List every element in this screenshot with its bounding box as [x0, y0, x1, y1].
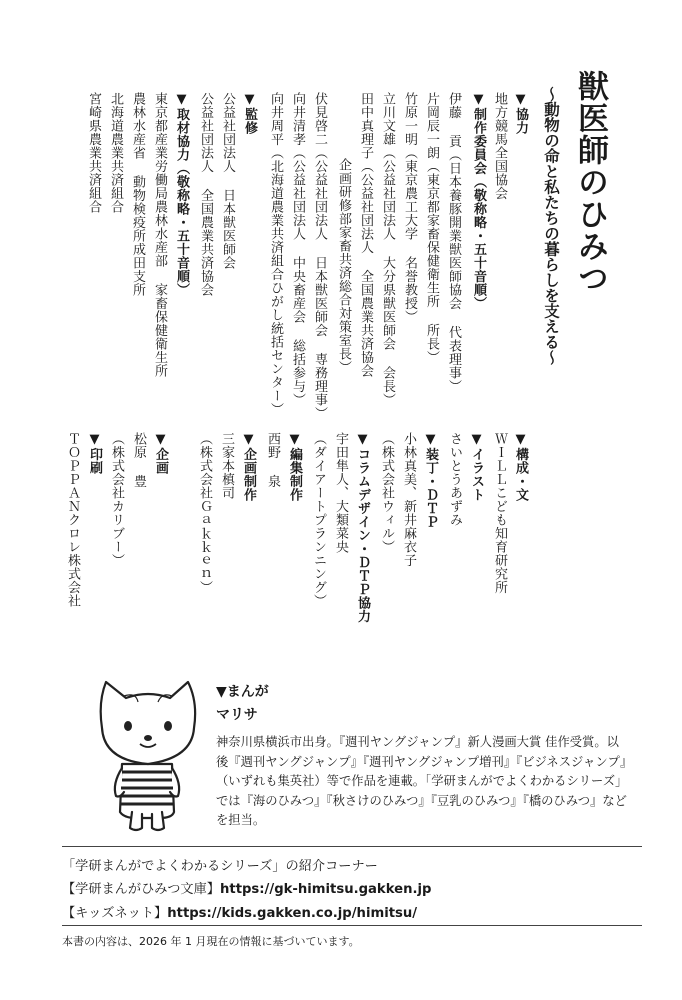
series-intro-text: 「学研まんがでよくわかるシリーズ」の紹介コーナー — [62, 859, 378, 874]
credit-heading: ▼装丁・ＤＴＰ — [423, 432, 438, 529]
credit-heading: ▼監修 — [242, 92, 257, 135]
credit-line: 農林水産省 動物検疫所成田支所 — [130, 92, 145, 297]
credit-heading: ▼制作委員会（敬称略・五十音順） — [471, 92, 486, 310]
divider-top — [62, 846, 642, 847]
credit-line: 宮崎県農業共済組合 — [86, 92, 101, 214]
credit-line: さいとうあずみ — [447, 432, 462, 527]
credit-line: 公益社団法人 日本獣医師会 — [220, 92, 235, 270]
credit-line: 竹原一明（東京農工大学 名誉教授） — [402, 92, 417, 324]
credit-line: 松原 豊 — [131, 432, 146, 488]
credit-line: 向井周平（北海道農業共済組合ひがし統括センター） — [268, 92, 283, 416]
credit-line: 小林真美、新井麻衣子 — [401, 432, 416, 567]
bunko-url-link[interactable]: https://gk-himitsu.gakken.jp — [220, 882, 432, 897]
credit-line: 伏見啓二（公益社団法人 日本獣医師会 専務理事） — [312, 92, 327, 420]
manga-author-name: マリサ — [216, 707, 258, 723]
credit-line: （株式会社カリブー） — [109, 432, 124, 567]
credit-line: 地方競馬全国協会 — [492, 92, 507, 200]
credit-line: 向井清孝（公益社団法人 中央畜産会 総括参与） — [290, 92, 305, 407]
footnote: 本書の内容は、2026 年 1 月現在の情報に基づいています。 — [62, 935, 360, 948]
credit-line: 立川文雄（公益社団法人 大分県獣医師会 会長） — [380, 92, 395, 407]
book-subtitle: ～動物の命と私たちの暮らしを支える～ — [542, 86, 560, 365]
manga-heading: ▼まんが — [216, 684, 269, 700]
bunko-label: 【学研まんがひみつ文庫】 — [62, 882, 220, 897]
credit-line: 田中真理子（公益社団法人 全国農業共済協会 — [358, 92, 373, 378]
bunko-link-row — [62, 878, 431, 897]
credit-heading: ▼構成・文 — [513, 432, 528, 502]
book-title: 獣医師のひみつ — [572, 70, 608, 294]
credit-line: （株式会社ウィル） — [379, 432, 394, 554]
credit-line: 片岡辰一朗（東京都家畜保健衛生所 所長） — [424, 92, 439, 364]
credit-line: （株式会社Ｇａｋｋｅｎ） — [197, 432, 212, 594]
credit-line: 宇田隼人、大類菜央 — [333, 432, 348, 554]
credit-heading: ▼企画 — [153, 432, 168, 475]
credit-heading: ▼編集制作 — [287, 432, 302, 502]
divider-bottom — [62, 925, 642, 926]
credit-line: 西野 泉 — [265, 432, 280, 488]
credit-line: 北海道農業共済組合 — [108, 92, 123, 214]
credit-heading: ▼コラムデザイン・ＤＴＰ協力 — [355, 432, 370, 623]
kids-link-row — [62, 902, 417, 921]
credit-line: ＴＯＰＰＡＮクロレ株式会社 — [65, 432, 80, 608]
credit-line: ＷＩＬＬこども知育研究所 — [492, 432, 507, 594]
kids-url-link[interactable]: https://kids.gakken.co.jp/himitsu/ — [167, 906, 418, 921]
credit-heading: ▼印刷 — [87, 432, 102, 475]
kids-label: 【キッズネット】 — [62, 906, 168, 921]
cat-illustration — [84, 672, 212, 832]
credit-line: 伊藤 貢（日本養豚開業獣医師協会 代表理事） — [446, 92, 461, 393]
credit-line: 東京都産業労働局農林水産部 家畜保健衛生所 — [152, 92, 167, 378]
credit-line: 企画研修部家畜共済総合対策室長） — [336, 158, 351, 374]
credit-heading: ▼取材協力（敬称略・五十音順） — [174, 92, 189, 297]
credit-heading: ▼協力 — [513, 92, 528, 135]
credit-line: 公益社団法人 全国農業共済協会 — [198, 92, 213, 297]
credit-heading: ▼イラスト — [469, 432, 484, 502]
manga-author-bio: 神奈川県横浜市出身。『週刊ヤングジャンプ』新人漫画大賞 佳作受賞。以後『週刊ヤングジャンプ』『週刊ヤングジャンプ増刊』『ビジネスジャンプ』（いずれも集英社）等で作品を連載。「学研まんがでよくわかるシリーズ」では『海のひみつ』『秋さけのひみつ』『豆乳のひみつ』『橋のひみつ』などを担当。 — [216, 735, 628, 828]
credit-line: 三家本槙司 — [219, 432, 234, 500]
credit-heading: ▼企画制作 — [241, 432, 256, 502]
credit-line: （ダイアートプランニング） — [311, 432, 326, 608]
